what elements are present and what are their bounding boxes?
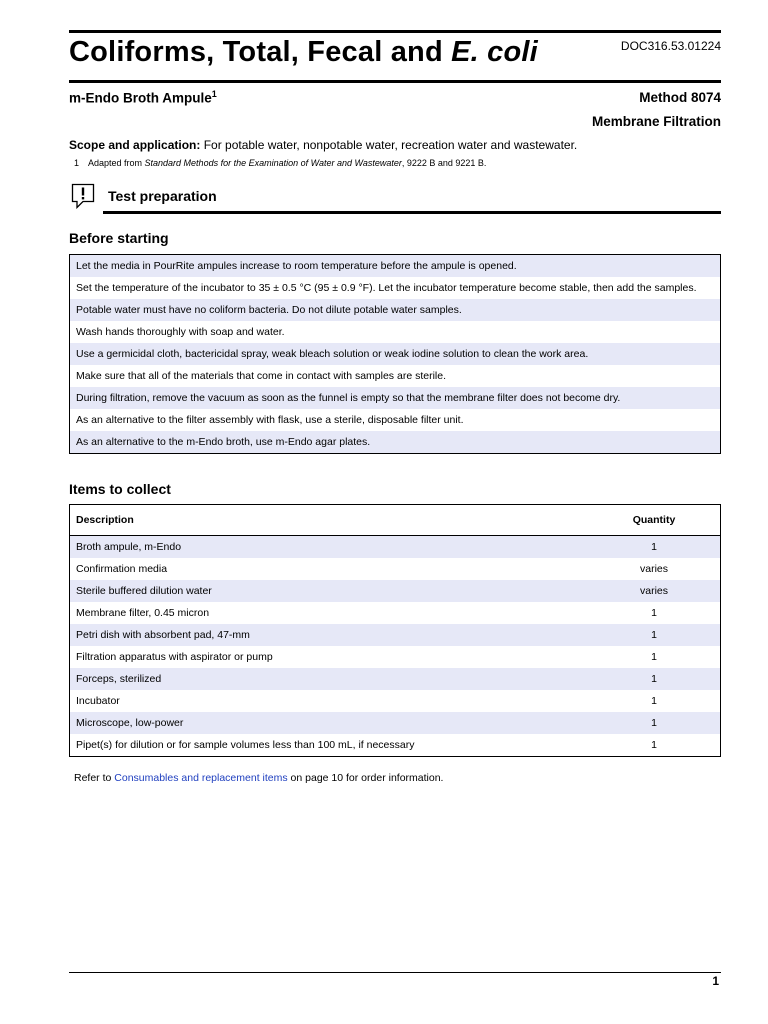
item-description: Microscope, low-power <box>70 712 589 734</box>
before-starting-row <box>70 387 721 409</box>
page-title: Coliforms, Total, Fecal and E. coli <box>69 36 538 68</box>
item-description: Broth ampule, m-Endo <box>70 536 589 559</box>
before-starting-text: Potable water must have no coliform bacteria. Do not dilute potable water samples. <box>70 299 721 321</box>
item-quantity: 1 <box>588 602 721 624</box>
scope-text: For potable water, nonpotable water, recreation water and wastewater. <box>200 138 578 152</box>
before-starting-text: During filtration, remove the vacuum as soon as the funnel is empty so that the membrane filter does not become dry. <box>70 387 721 409</box>
header-top-rule <box>69 30 721 33</box>
before-starting-row <box>70 365 721 387</box>
item-quantity: 1 <box>588 690 721 712</box>
before-starting-row <box>70 255 721 278</box>
before-starting-text: Set the temperature of the incubator to 35 ± 0.5 °C (95 ± 0.9 °F). Let the incubator temperature become stable, then add the samples. <box>70 277 721 299</box>
item-row <box>70 580 721 602</box>
item-description: Incubator <box>70 690 589 712</box>
before-starting-row <box>70 409 721 431</box>
item-quantity: 1 <box>588 668 721 690</box>
test-preparation-rule <box>103 211 721 214</box>
attention-icon <box>71 183 95 209</box>
item-description: Sterile buffered dilution water <box>70 580 589 602</box>
item-row <box>70 668 721 690</box>
scope-statement <box>69 138 577 152</box>
before-starting-rows <box>70 255 721 454</box>
item-row <box>70 536 721 559</box>
page-number: 1 <box>712 974 719 988</box>
before-starting-text: Let the media in PourRite ampules increase to room temperature before the ampule is opened. <box>70 255 721 278</box>
items-header-row <box>70 505 721 536</box>
item-quantity: 1 <box>588 734 721 757</box>
item-quantity: 1 <box>588 536 721 559</box>
item-row <box>70 624 721 646</box>
item-description: Petri dish with absorbent pad, 47-mm <box>70 624 589 646</box>
footer-rule <box>69 972 721 973</box>
item-row <box>70 558 721 580</box>
footnote: 1 Adapted from Standard Methods for the Examination of Water and Wastewater, 9222 B and 9221 B. <box>74 158 487 168</box>
quantity-column-header: Quantity <box>588 505 721 536</box>
refer-note: Refer to Consumables and replacement items on page 10 for order information. <box>74 772 444 784</box>
page-subtitle: m-Endo Broth Ampule$^1$ <box>69 89 217 106</box>
footnote-number: 1 <box>74 158 80 168</box>
items-rows <box>70 536 721 757</box>
before-starting-row <box>70 277 721 299</box>
item-description: Pipet(s) for dilution or for sample volumes less than 100 mL, if necessary <box>70 734 589 757</box>
before-starting-row <box>70 343 721 365</box>
before-starting-row <box>70 431 721 454</box>
item-description: Confirmation media <box>70 558 589 580</box>
method-number: Method 8074 <box>639 90 721 105</box>
before-starting-table <box>69 254 721 454</box>
item-quantity: 1 <box>588 624 721 646</box>
before-starting-row <box>70 299 721 321</box>
document-code: DOC316.53.01224 <box>620 39 721 53</box>
before-starting-text: As an alternative to the filter assembly with flask, use a sterile, disposable filter unit. <box>70 409 721 431</box>
header-bottom-rule <box>69 80 721 83</box>
item-quantity: varies <box>588 580 721 602</box>
scope-label: Scope and application: <box>69 138 201 152</box>
before-starting-text: Wash hands thoroughly with soap and water. <box>70 321 721 343</box>
item-quantity: 1 <box>588 712 721 734</box>
item-description: Filtration apparatus with aspirator or pump <box>70 646 589 668</box>
item-row <box>70 602 721 624</box>
before-starting-row <box>70 321 721 343</box>
items-to-collect-heading: Items to collect <box>69 481 171 497</box>
before-starting-heading: Before starting <box>69 230 169 246</box>
before-starting-text: Make sure that all of the materials that come in contact with samples are sterile. <box>70 365 721 387</box>
item-row <box>70 712 721 734</box>
description-column-header: Description <box>70 505 589 536</box>
item-description: Forceps, sterilized <box>70 668 589 690</box>
item-description: Membrane filter, 0.45 micron <box>70 602 589 624</box>
before-starting-text: Use a germicidal cloth, bactericidal spray, weak bleach solution or weak iodine solution to clean the work area. <box>70 343 721 365</box>
item-row <box>70 690 721 712</box>
item-quantity: 1 <box>588 646 721 668</box>
items-table <box>69 504 721 757</box>
test-preparation-heading: Test preparation <box>108 188 217 204</box>
before-starting-text: As an alternative to the m-Endo broth, use m-Endo agar plates. <box>70 431 721 454</box>
item-row <box>70 734 721 757</box>
item-quantity: varies <box>588 558 721 580</box>
method-type: Membrane Filtration <box>591 114 721 129</box>
footnote-marker: 1 <box>211 89 217 99</box>
consumables-link[interactable]: Consumables and replacement items <box>114 772 288 784</box>
item-row <box>70 646 721 668</box>
